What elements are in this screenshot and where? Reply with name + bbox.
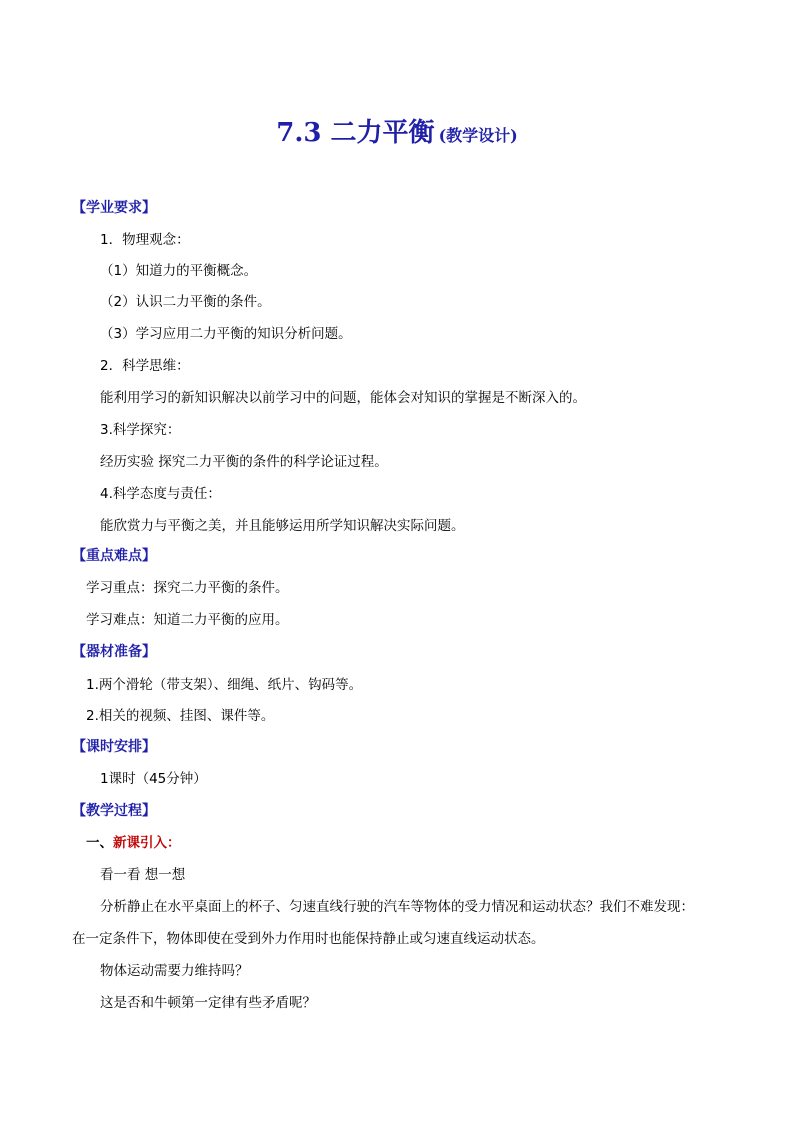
- req-item4-text: 能欣赏力与平衡之美，并且能够运用所学知识解决实际问题。: [100, 518, 465, 534]
- req-item2-text: 能利用学习的新知识解决以前学习中的问题，能体会对知识的掌握是不断深入的。: [100, 390, 586, 406]
- section-process: 【教学过程】: [72, 803, 156, 819]
- process-part1-heading: [86, 833, 181, 853]
- req-item1-title: 1．物理观念：: [100, 232, 190, 248]
- req-item1-sub1: （1）知道力的平衡概念。: [100, 263, 258, 279]
- req-item2-title: 2．科学思维：: [100, 358, 190, 374]
- schedule-text: 1课时（45分钟）: [100, 771, 207, 787]
- section-requirements: 【学业要求】: [72, 200, 156, 216]
- title-main: 7.3 二力平衡: [276, 118, 435, 148]
- key-focus: 学习重点：探究二力平衡的条件。: [86, 580, 289, 596]
- page-title: [0, 112, 794, 149]
- process-para1-line1: 分析静止在水平桌面上的杯子、匀速直线行驶的汽车等物体的受力情况和运动状态？我们不难发现：: [100, 899, 694, 915]
- section-materials: 【器材准备】: [72, 644, 156, 660]
- title-subtitle: (教学设计): [438, 126, 518, 145]
- section-schedule: 【课时安排】: [72, 739, 156, 755]
- req-item3-text: 经历实验 探究二力平衡的条件的科学论证过程。: [100, 454, 388, 470]
- req-item4-title: 4.科学态度与责任：: [100, 486, 221, 502]
- req-item1-sub2: （2）认识二力平衡的条件。: [100, 294, 271, 310]
- process-part1-title: 新课引入：: [113, 835, 181, 851]
- req-item1-sub3: （3）学习应用二力平衡的知识分析问题。: [100, 326, 352, 342]
- materials-item2: 2.相关的视频、挂图、课件等。: [86, 708, 275, 724]
- process-look-think: 看一看 想一想: [100, 867, 186, 883]
- req-item3-title: 3.科学探究：: [100, 422, 181, 438]
- process-question1: 物体运动需要力维持吗？: [100, 963, 249, 979]
- key-difficulty: 学习难点：知道二力平衡的应用。: [86, 612, 289, 628]
- materials-item1: 1.两个滑轮（带支架）、细绳、纸片、钩码等。: [86, 677, 363, 693]
- section-key-points: 【重点难点】: [72, 548, 156, 564]
- process-para1-line2: 在一定条件下，物体即使在受到外力作用时也能保持静止或匀速直线运动状态。: [72, 931, 545, 947]
- process-question2: 这是否和牛顿第一定律有些矛盾呢？: [100, 995, 316, 1011]
- process-part1-prefix: 一、: [86, 835, 113, 851]
